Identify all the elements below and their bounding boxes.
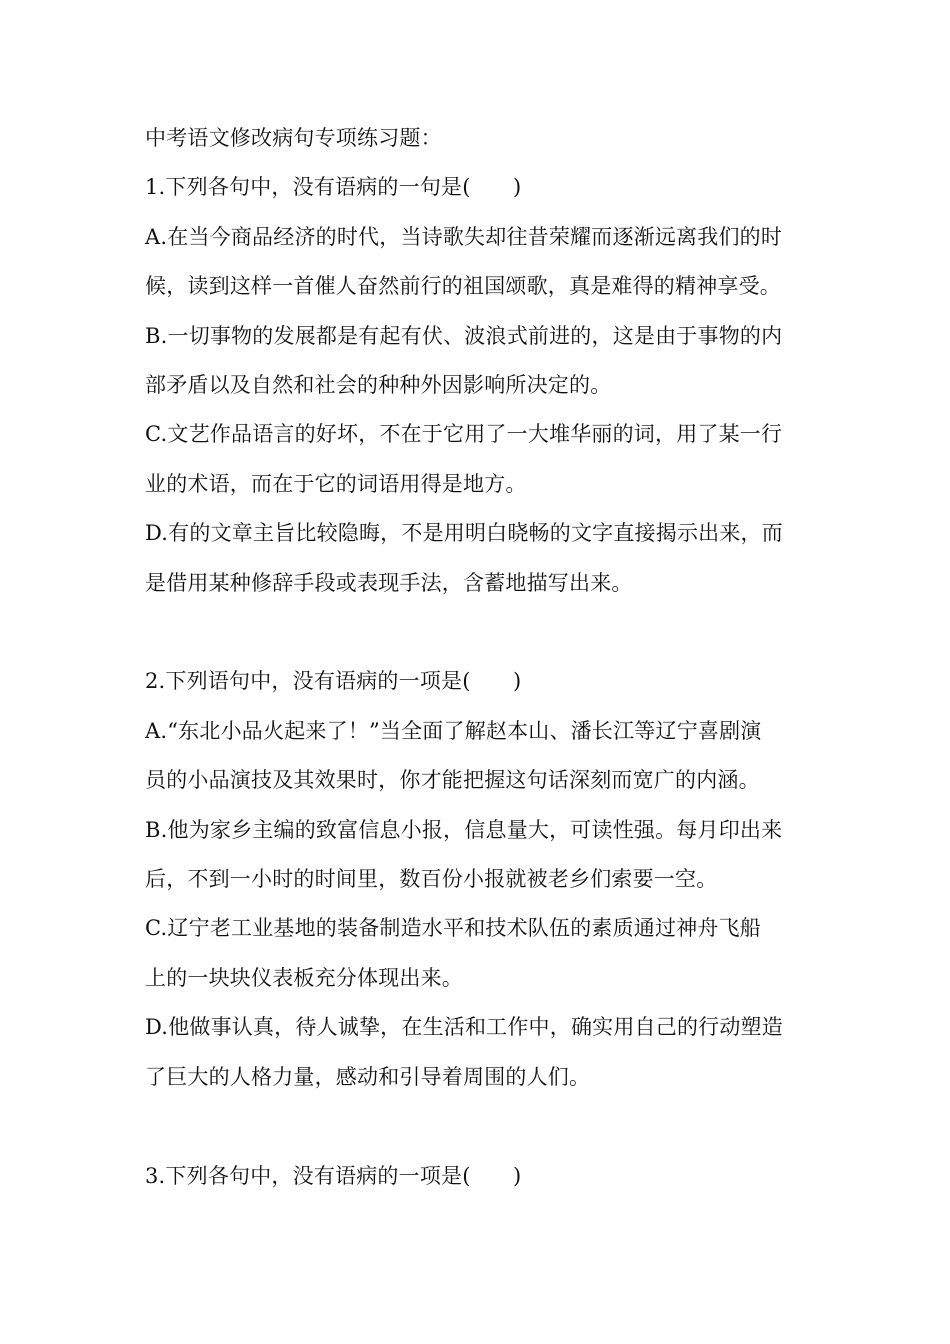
paragraph-spacer	[145, 1102, 813, 1151]
question-stem: 3.下列各句中，没有语病的一项是( )	[145, 1163, 522, 1188]
option-line: 是借用某种修辞手段或表现手法，含蓄地描写出来。	[145, 570, 633, 595]
option-line: C.文艺作品语言的好坏，不在于它用了一大堆华丽的词，用了某一行	[145, 422, 783, 447]
option-line: A.“东北小品火起来了！”当全面了解赵本山、潘长江等辽宁喜剧演	[145, 718, 762, 743]
question-3	[145, 1152, 813, 1201]
option-b	[145, 312, 813, 411]
option-d	[145, 1003, 813, 1102]
option-line: 了巨大的人格力量，感动和引导着周围的人们。	[145, 1064, 591, 1089]
option-line: B.一切事物的发展都是有起有伏、波浪式前进的，这是由于事物的内	[145, 323, 783, 348]
question-stem: 2.下列语句中，没有语病的一项是( )	[145, 669, 522, 694]
option-d	[145, 509, 813, 608]
option-line: B.他为家乡主编的致富信息小报，信息量大，可读性强。每月印出来	[145, 817, 783, 842]
option-line: D.有的文章主旨比较隐晦，不是用明白晓畅的文字直接揭示出来，而	[145, 521, 783, 546]
question-stem: 1.下列各句中，没有语病的一句是( )	[145, 175, 522, 200]
option-line: 业的术语，而在于它的词语用得是地方。	[145, 471, 527, 496]
document-title: 中考语文修改病句专项练习题：	[145, 126, 442, 150]
option-line: 员的小品演技及其效果时，你才能把握这句话深刻而宽广的内涵。	[145, 768, 760, 793]
option-line: D.他做事认真，待人诚挚，在生活和工作中，确实用自己的行动塑造	[145, 1015, 783, 1040]
option-line: 部矛盾以及自然和社会的种种外因影响所决定的。	[145, 373, 612, 398]
question-1	[145, 163, 813, 608]
option-c	[145, 904, 813, 1003]
option-line: 上的一块块仪表板充分体现出来。	[145, 965, 463, 990]
option-c	[145, 410, 813, 509]
option-line: C.辽宁老工业基地的装备制造水平和技术队伍的素质通过神舟飞船	[145, 916, 761, 941]
option-a	[145, 213, 813, 312]
question-2	[145, 657, 813, 1102]
document-page	[145, 114, 813, 1201]
option-a	[145, 707, 813, 806]
paragraph-spacer	[145, 608, 813, 657]
option-b	[145, 806, 813, 905]
option-line: 候，读到这样一首催人奋然前行的祖国颂歌，真是难得的精神享受。	[145, 274, 781, 299]
option-line: 后，不到一小时的时间里，数百份小报就被老乡们索要一空。	[145, 867, 718, 892]
option-line: A.在当今商品经济的时代，当诗歌失却往昔荣耀而逐渐远离我们的时	[145, 224, 783, 249]
